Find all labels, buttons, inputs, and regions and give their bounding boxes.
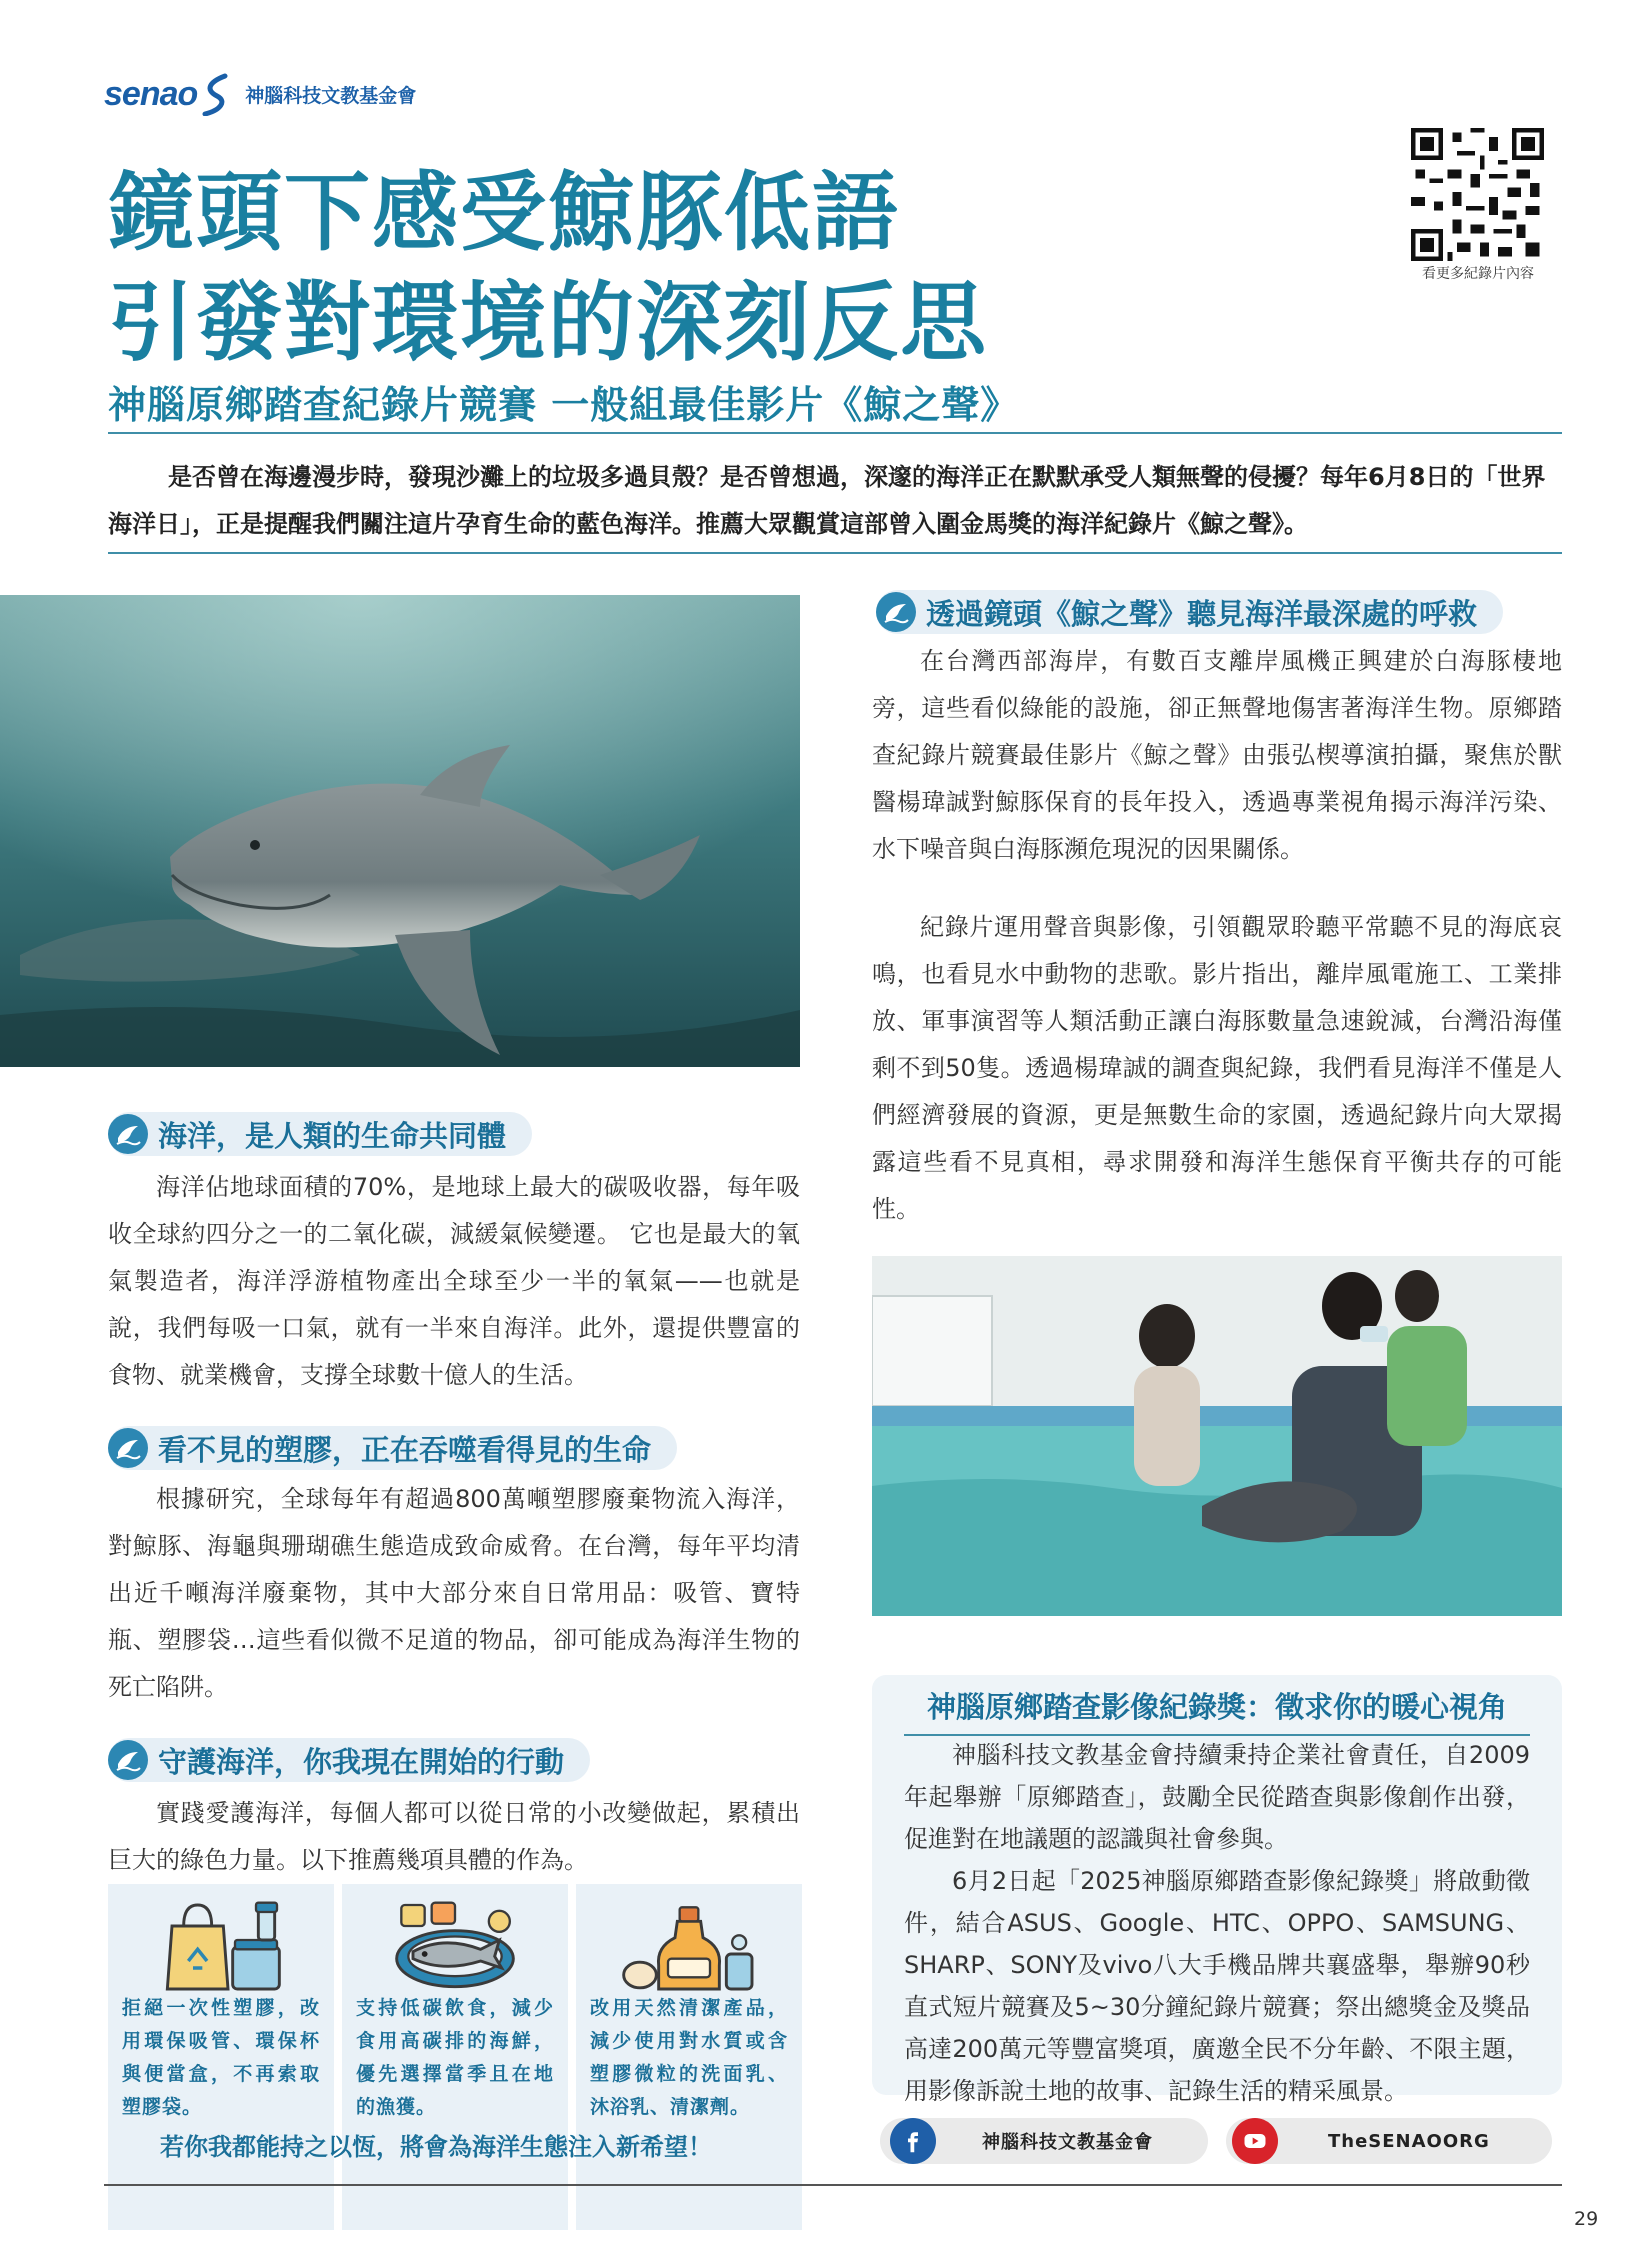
dolphin-photo: [0, 595, 800, 1067]
section-heading-protect: [108, 1738, 590, 1782]
fish-plate-icon: [342, 1884, 568, 2002]
pool-rescue-photo: [872, 1256, 1562, 1616]
youtube-icon: [1232, 2118, 1278, 2164]
qr-caption: 看更多紀錄片內容: [1422, 266, 1534, 282]
section-title: 守護海洋，你我現在開始的行動: [158, 1744, 565, 1779]
section-title: 看不見的塑膠，正在吞噬看得見的生命: [158, 1432, 652, 1467]
award-title: 神腦原鄉踏查影像紀錄獎：徵求你的暖心視角: [904, 1685, 1530, 1736]
youtube-link[interactable]: [1226, 2118, 1552, 2164]
award-paragraph-2: 6月2日起「2025神腦原鄉踏查影像紀錄獎」將啟動徵件，結合ASUS、Google、HTC、OPPO、SAMSUNG、SHARP、SONY及vivo八大手機品牌共襄盛舉，舉辦90秒直式短片競賽及5~30分鐘紀錄片競賽；祭出總獎金及獎品高達200萬元等豐富獎項，廣邀全民不分年齡、不限主題，用影像訴說土地的故事、記錄生活的精采風景。: [904, 1867, 1530, 2105]
plastic-paragraph: 根據研究，全球每年有超過800萬噸塑膠廢棄物流入海洋，對鯨豚、海龜與珊瑚礁生態造成致命威脅。在台灣，每年平均清出近千噸海洋廢棄物，其中大部分來自日常用品：吸管、寶特瓶、塑膠袋…這些看似微不足道的物品，卻可能成為海洋生物的死亡陷阱。: [108, 1485, 800, 1701]
wave-leaf-icon: [108, 1740, 148, 1780]
title-line-2: 引發對環境的深刻反思: [108, 272, 988, 373]
senao-logo: [104, 64, 416, 124]
section-heading-plastic: [108, 1426, 677, 1470]
cleaning-bottle-icon: [576, 1884, 802, 2002]
film-paragraph-1: 在台灣西部海岸，有數百支離岸風機正興建於白海豚棲地旁，這些看似綠能的設施，卻正無聲地傷害著海洋生物。原鄉踏查紀錄片競賽最佳影片《鯨之聲》由張弘楔導演拍攝，聚焦於獸醫楊瑋誠對鯨豚保育的長年投入，透過專業視角揭示海洋污染、水下噪音與白海豚瀕危現況的因果關係。: [872, 647, 1562, 863]
intro-paragraph: 是否曾在海邊漫步時，發現沙灘上的垃圾多過貝殼？是否曾想過，深邃的海洋正在默默承受人類無聲的侵擾？每年6月8日的「世界海洋日」，正是提醒我們關注這片孕育生命的藍色海洋。推薦大眾觀賞這部曾入圍金馬獎的海洋紀錄片《鯨之聲》。: [108, 463, 1546, 538]
youtube-label: TheSENAOORG: [1328, 2130, 1490, 2152]
tip-card-plastic: [108, 1884, 334, 2230]
section-title: 海洋，是人類的生命共同體: [158, 1118, 507, 1153]
tip-card-cleaning: [576, 1884, 802, 2230]
tip-text: 支持低碳飲食，減少食用高碳排的海鮮，優先選擇當季且在地的漁獲。: [356, 1997, 554, 2118]
divider-top: [108, 432, 1562, 434]
facebook-label: 神腦科技文教基金會: [982, 2132, 1153, 2153]
ocean-paragraph: 海洋佔地球面積的70%，是地球上最大的碳吸收器，每年吸收全球約四分之一的二氧化碳，減緩氣候變遷。 它也是最大的氧氣製造者，海洋浮游植物產出全球至少一半的氧氣——也就是說，我們每吸一口氣，就有一半來自海洋。此外，還提供豐富的食物、就業機會，支撐全球數十億人的生活。: [108, 1173, 800, 1389]
footer-divider: [104, 2184, 1562, 2186]
page-title: [108, 158, 1108, 378]
page-number: 29: [1574, 2208, 1599, 2230]
reusable-bag-icon: [108, 1884, 334, 2002]
tip-text: 拒絕一次性塑膠，改用環保吸管、環保杯與便當盒，不再索取塑膠袋。: [122, 1997, 320, 2118]
title-line-1: 鏡頭下感受鯨豚低語: [108, 162, 900, 263]
wave-leaf-icon: [108, 1114, 148, 1154]
wave-leaf-icon: [876, 592, 916, 632]
section-heading-film: [876, 590, 1503, 634]
facebook-link[interactable]: [880, 2118, 1208, 2164]
page-subtitle: 神腦原鄉踏查紀錄片競賽 一般組最佳影片《鯨之聲》: [108, 382, 1020, 427]
tip-text: 改用天然清潔產品，減少使用對水質或含塑膠微粒的洗面乳、沐浴乳、清潔劑。: [590, 1997, 788, 2118]
section-title: 透過鏡頭《鯨之聲》聽見海洋最深處的呼救: [926, 596, 1478, 631]
logo-swoosh-icon: [199, 72, 231, 116]
section-heading-ocean: [108, 1112, 532, 1156]
qr-code-icon[interactable]: [1411, 128, 1544, 261]
protect-paragraph: 實踐愛護海洋，每個人都可以從日常的小改變做起，累積出巨大的綠色力量。以下推薦幾項具體的作為。: [108, 1799, 800, 1874]
film-paragraph-2: 紀錄片運用聲音與影像，引領觀眾聆聽平常聽不見的海底哀鳴，也看見水中動物的悲歌。影片指出，離岸風電施工、工業排放、軍事演習等人類活動正讓白海豚數量急速銳減，台灣沿海僅剩不到50隻。透過楊瑋誠的調查與紀錄，我們看見海洋不僅是人們經濟發展的資源，更是無數生命的家園，透過紀錄片向大眾揭露這些看不見真相，尋求開發和海洋生態保育平衡共存的可能性。: [872, 913, 1562, 1223]
award-paragraph-1: 神腦科技文教基金會持續秉持企業社會責任，自2009年起舉辦「原鄉踏查」，鼓勵全民從踏查與影像創作出發，促進對在地議題的認識與社會參與。: [904, 1741, 1530, 1853]
divider-intro: [108, 552, 1562, 554]
closing-message: 若你我都能持之以恆，將會為海洋生態注入新希望！: [160, 2133, 712, 2161]
wave-leaf-icon: [108, 1428, 148, 1468]
tip-card-seafood: [342, 1884, 568, 2230]
logo-wordmark: senao: [104, 74, 198, 113]
facebook-icon: [890, 2118, 936, 2164]
foundation-name: 神腦科技文教基金會: [245, 84, 417, 107]
